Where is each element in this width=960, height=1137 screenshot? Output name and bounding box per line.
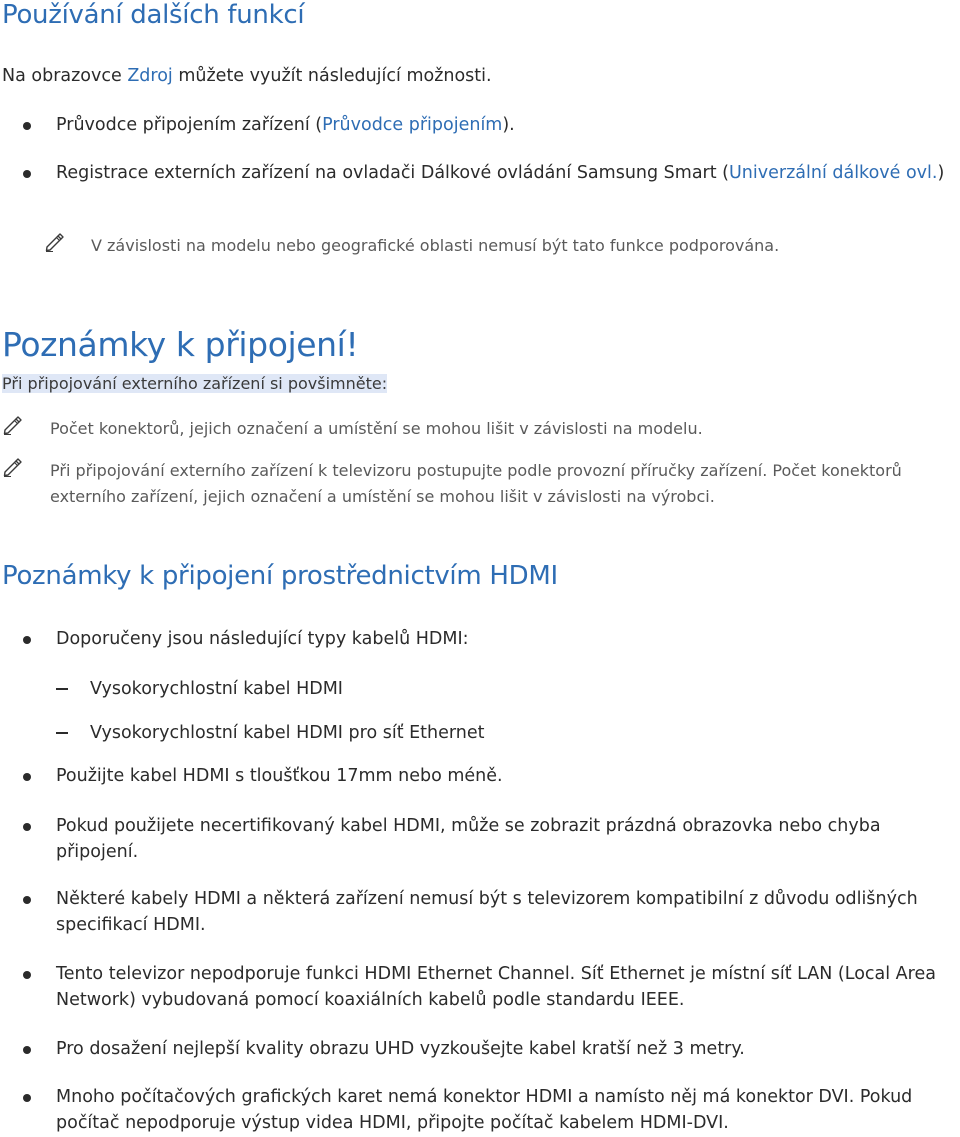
hdmi-cable-type-high-speed: Vysokorychlostní kabel HDMI <box>90 679 343 699</box>
note-pencil-icon <box>2 413 24 435</box>
note-pencil-icon <box>44 230 66 252</box>
sub-bullet-dash <box>56 732 68 734</box>
hdmi-cable-thickness-item: Použijte kabel HDMI s tloušťkou 17mm nebo méně. <box>56 766 503 786</box>
section-title-hdmi-notes: Poznámky k připojení prostřednictvím HDMI <box>2 561 558 591</box>
connection-guide-link[interactable]: Průvodce připojením <box>322 115 503 135</box>
list-item-remote-registration: Registrace externích zařízení na ovladači Dálkové ovládání Samsung Smart (Univerzální dálkové ovl.) <box>56 163 945 183</box>
bullet-dot <box>23 773 31 781</box>
bullet-dot <box>23 636 31 644</box>
hdmi-cable-types-item: Doporučeny jsou následující typy kabelů HDMI: <box>56 629 469 649</box>
bullet-dot <box>23 896 31 904</box>
hdmi-cable-type-ethernet: Vysokorychlostní kabel HDMI pro síť Ethernet <box>90 723 485 743</box>
bullet-dot <box>23 1094 31 1102</box>
intro-paragraph: Na obrazovce Zdroj můžete využít následující možnosti. <box>2 66 492 86</box>
zdroj-link[interactable]: Zdroj <box>127 66 173 86</box>
section-title-connection-notes: Poznámky k připojení! <box>2 325 359 364</box>
list-item-connection-guide: Průvodce připojením zařízení (Průvodce připojením). <box>56 115 515 135</box>
hdmi-compatibility-item: Některé kabely HDMI a některá zařízení nemusí být s televizorem kompatibilní z důvodu odlišných specifikací HDMI. <box>56 889 918 935</box>
bullet-dot <box>23 971 31 979</box>
section-title-other-functions: Používání dalších funkcí <box>2 0 305 30</box>
note-external-device-manual: Při připojování externího zařízení k televizoru postupujte podle provozní příručky zařízení. Počet konektorů externího zařízení, jejich označení a umístění se mohou lišit v závislosti na výrobci. <box>50 461 902 506</box>
hdmi-uncertified-item: Pokud použijete necertifikovaný kabel HDMI, může se zobrazit prázdná obrazovka nebo chyba připojení. <box>56 816 881 862</box>
hdmi-ethernet-channel-item: Tento televizor nepodporuje funkci HDMI Ethernet Channel. Síť Ethernet je místní síť LAN (Local Area Network) vybudovaná pomocí koaxiálních kabelů podle standardu IEEE. <box>56 964 936 1010</box>
note-model-dependency: V závislosti na modelu nebo geografické oblasti nemusí být tato funkce podporována. <box>91 236 780 255</box>
sub-bullet-dash <box>56 688 68 690</box>
note-pencil-icon <box>2 455 24 477</box>
note-connectors-model: Počet konektorů, jejich označení a umístění se mohou lišit v závislosti na modelu. <box>50 419 703 438</box>
universal-remote-link[interactable]: Univerzální dálkové ovl. <box>729 163 938 183</box>
bullet-dot <box>23 122 31 130</box>
hdmi-dvi-graphics-card-item: Mnoho počítačových grafických karet nemá konektor HDMI a namísto něj má konektor DVI. Pokud počítač nepodporuje výstup videa HDMI, připojte počítač kabelem HDMI-DVI. <box>56 1087 913 1133</box>
bullet-dot <box>23 1046 31 1054</box>
bullet-dot <box>23 823 31 831</box>
connection-notes-subtitle: Při připojování externího zařízení si povšimněte: <box>2 374 388 393</box>
bullet-dot <box>23 170 31 178</box>
hdmi-uhd-cable-length-item: Pro dosažení nejlepší kvality obrazu UHD vyzkoušejte kabel kratší než 3 metry. <box>56 1039 745 1059</box>
